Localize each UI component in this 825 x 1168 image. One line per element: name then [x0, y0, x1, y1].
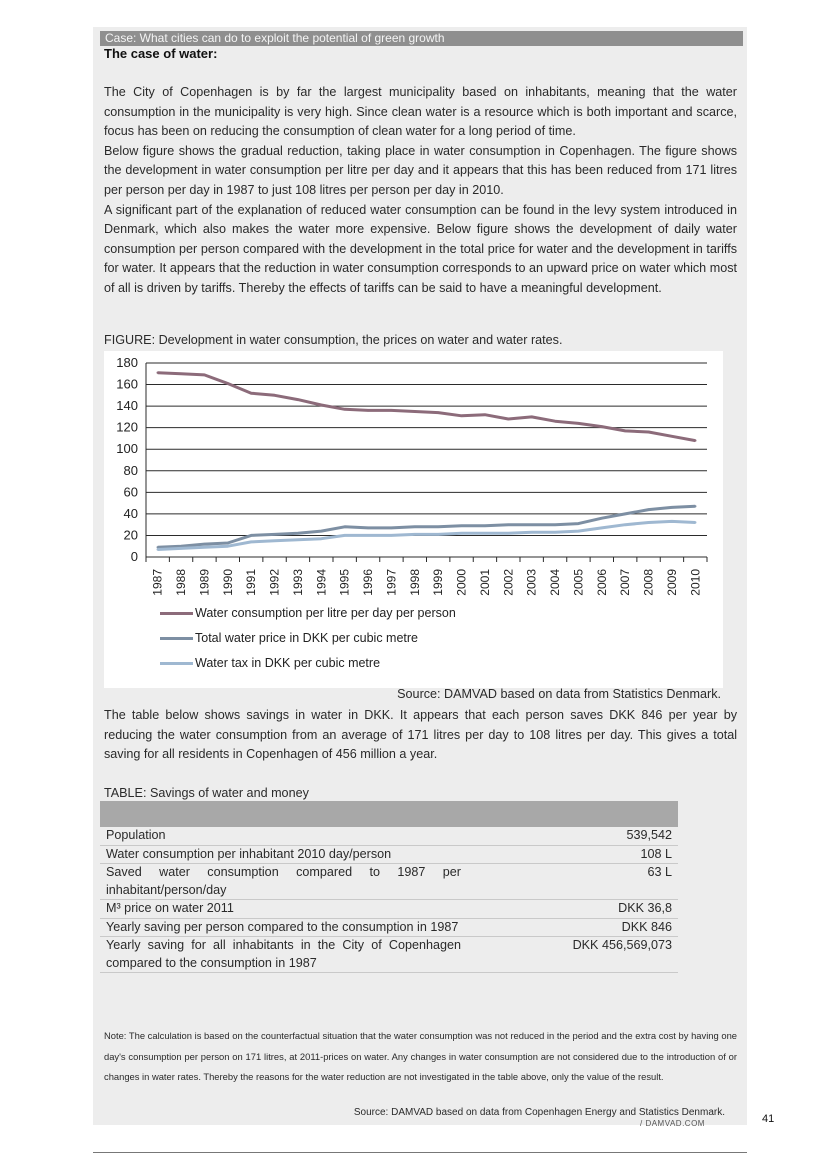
- series-1-point: [624, 430, 626, 432]
- table-row: [100, 846, 678, 865]
- series-3-point: [437, 533, 439, 535]
- paragraph-3: A significant part of the explanation of reduced water consumption can be found in the levy system introduced in Denmark, which also makes the water more expensive. Below figure shows the development of daily water consumption per person compared with the development in the total price for water and the development in tariffs for water. It appears that the reduction in water consumption corresponds to an upward price on water which most of all is driven by tariffs. Thereby the effects of tariffs can be said to have a meaningful development.: [104, 202, 737, 295]
- series-2-point: [601, 517, 603, 519]
- table-caption: TABLE: Savings of water and money: [104, 786, 309, 800]
- series-1-point: [460, 415, 462, 417]
- y-tick-label: 40: [123, 505, 138, 521]
- series-2-point: [250, 534, 252, 536]
- series-1-point: [203, 374, 205, 376]
- table-cell-label: Population: [106, 828, 166, 842]
- x-tick-label: 2008: [641, 569, 656, 596]
- x-tick-label: 1988: [174, 569, 189, 596]
- savings-table: [100, 801, 678, 973]
- series-2-point: [531, 524, 533, 526]
- series-3-point: [320, 538, 322, 540]
- series-1-point: [647, 431, 649, 433]
- series-1-point: [601, 425, 603, 427]
- page-number: 41: [762, 1113, 775, 1125]
- x-tick-label: 1991: [244, 569, 259, 596]
- table-row: [100, 919, 678, 938]
- series-3-point: [297, 539, 299, 541]
- table-cell-label: M³ price on water 2011: [106, 901, 234, 915]
- series-1-point: [577, 422, 579, 424]
- x-tick-label: 2007: [618, 569, 633, 596]
- series-2-point: [297, 532, 299, 534]
- legend-label-water-tax: Water tax in DKK per cubic metre: [195, 656, 381, 670]
- table-row: [100, 864, 678, 900]
- series-1-point: [554, 420, 556, 422]
- figure-source: Source: DAMVAD based on data from Statistics Denmark.: [397, 687, 721, 701]
- series-2-point: [647, 508, 649, 510]
- y-tick-label: 140: [116, 398, 138, 414]
- table-row: [100, 827, 678, 846]
- x-tick-label: 2005: [571, 569, 586, 596]
- series-1-point: [694, 439, 696, 441]
- series-3-point: [577, 530, 579, 532]
- series-2-point: [671, 506, 673, 508]
- savings-text: [104, 706, 737, 765]
- series-line-1: [158, 373, 696, 441]
- series-2-point: [227, 542, 229, 544]
- series-3-point: [180, 547, 182, 549]
- x-tick-label: 2010: [688, 569, 703, 596]
- series-3-point: [647, 521, 649, 523]
- legend-swatch-water-tax: [160, 662, 193, 665]
- series-3-point: [414, 533, 416, 535]
- series-3-point: [507, 532, 509, 534]
- series-3-point: [390, 534, 392, 536]
- x-tick-label: 1989: [197, 569, 212, 596]
- series-2-point: [320, 530, 322, 532]
- table-cell-label: Yearly saving per person compared to the consumption in 1987: [106, 919, 459, 934]
- series-3-point: [601, 527, 603, 529]
- series-2-point: [484, 525, 486, 527]
- series-3-point: [250, 541, 252, 543]
- series-1-point: [344, 408, 346, 410]
- y-tick-label: 0: [130, 549, 138, 564]
- series-2-point: [203, 543, 205, 545]
- series-1-point: [250, 392, 252, 394]
- x-tick-label: 2001: [477, 569, 492, 596]
- series-1-point: [297, 398, 299, 400]
- series-1-point: [671, 435, 673, 437]
- figure-caption: FIGURE: Development in water consumption, the prices on water and water rates.: [104, 333, 563, 347]
- series-2-point: [390, 527, 392, 529]
- series-3-point: [694, 521, 696, 523]
- table-note: [104, 1026, 737, 1088]
- footer-divider: [93, 1152, 747, 1153]
- series-1-point: [507, 418, 509, 420]
- series-2-point: [577, 522, 579, 524]
- table-row: [100, 937, 678, 973]
- y-tick-label: 120: [116, 419, 138, 435]
- table-cell-value: 63 L: [647, 865, 672, 879]
- table-cell-label: Saved water consumption compared to 1987 per inhabitant/person/day: [106, 865, 461, 897]
- legend-swatch-consumption: [160, 612, 193, 615]
- x-tick-label: 1992: [267, 569, 282, 596]
- series-2-point: [624, 513, 626, 515]
- x-tick-label: 1998: [407, 569, 422, 596]
- series-2-point: [344, 526, 346, 528]
- series-1-point: [390, 409, 392, 411]
- table-cell-value: 539,542: [626, 828, 672, 842]
- series-1-point: [320, 404, 322, 406]
- series-3-point: [203, 546, 205, 548]
- series-1-point: [437, 411, 439, 413]
- table-row: [100, 900, 678, 919]
- legend-label-consumption: Water consumption per litre per day per person: [195, 606, 456, 620]
- table-cell-value: DKK 846: [621, 919, 672, 934]
- series-2-point: [273, 533, 275, 535]
- series-1-point: [180, 373, 182, 375]
- table-source: Source: DAMVAD based on data from Copenhagen Energy and Statistics Denmark.: [353, 1107, 725, 1118]
- intro-text: [104, 83, 737, 299]
- x-tick-label: 2009: [664, 569, 679, 596]
- x-tick-label: 1993: [290, 569, 305, 596]
- section-heading: The case of water:: [104, 46, 218, 61]
- series-3-point: [344, 534, 346, 536]
- series-3-point: [671, 520, 673, 522]
- series-1-point: [367, 409, 369, 411]
- paragraph-2: Below figure shows the gradual reduction, taking place in water consumption in Copenhagen. The figure shows the development in water consumption per litre per day and it appears that this has been reduced from 171 litres per person per day in 1987 to just 108 litres per person per day in 2010.: [104, 143, 737, 197]
- series-3-point: [484, 532, 486, 534]
- series-2-point: [367, 527, 369, 529]
- table-cell-value: 108 L: [640, 846, 672, 861]
- y-tick-label: 100: [116, 441, 138, 457]
- table-cell-value: DKK 456,569,073: [572, 938, 672, 952]
- series-2-point: [460, 525, 462, 527]
- table-cell-value: DKK 36,8: [618, 901, 672, 915]
- savings-paragraph: The table below shows savings in water in DKK. It appears that each person saves DKK 846 per year by reducing the water consumption from an average of 171 litres per day to 108 litres per day. This gives a total saving for all residents in Copenhagen of 456 million a year.: [104, 708, 737, 762]
- legend-label-total-price: Total water price in DKK per cubic metre: [195, 631, 419, 645]
- x-tick-label: 1997: [384, 569, 399, 596]
- y-tick-label: 60: [123, 484, 138, 500]
- series-3-point: [273, 540, 275, 542]
- x-tick-label: 1995: [337, 569, 352, 596]
- x-tick-label: 1996: [361, 569, 376, 596]
- series-1-point: [484, 414, 486, 416]
- x-tick-label: 2000: [454, 569, 469, 596]
- x-tick-label: 2002: [501, 569, 516, 596]
- x-tick-label: 1999: [431, 569, 446, 596]
- series-2-point: [414, 526, 416, 528]
- series-1-point: [531, 416, 533, 418]
- series-1-point: [273, 394, 275, 396]
- y-tick-label: 180: [116, 355, 138, 370]
- series-3-point: [624, 524, 626, 526]
- paragraph-1: The City of Copenhagen is by far the largest municipality based on inhabitants, meaning that the water consumption in the municipality is very high. Since clean water is a resource which is both important and scarce, focus has been on reducing the consumption of clean water for a long period of time.: [104, 85, 737, 139]
- x-tick-label: 2004: [548, 569, 563, 596]
- series-1-point: [227, 382, 229, 384]
- y-tick-label: 80: [123, 462, 138, 478]
- x-tick-label: 2006: [594, 569, 609, 596]
- series-2-point: [694, 505, 696, 507]
- table-cell-label: Water consumption per inhabitant 2010 day/person: [106, 846, 392, 861]
- series-1-point: [414, 410, 416, 412]
- y-tick-label: 20: [123, 527, 138, 543]
- series-3-point: [460, 532, 462, 534]
- x-tick-label: 1987: [150, 569, 165, 596]
- series-2-point: [507, 524, 509, 526]
- series-1-point: [157, 372, 159, 374]
- legend-swatch-total-price: [160, 637, 193, 640]
- table-header-bar: [100, 801, 678, 827]
- series-2-point: [554, 524, 556, 526]
- series-3-point: [157, 548, 159, 550]
- series-3-point: [531, 531, 533, 533]
- case-title-bar: Case: What cities can do to exploit the potential of green growth: [100, 31, 743, 46]
- x-tick-label: 1990: [220, 569, 235, 596]
- table-cell-label: Yearly saving for all inhabitants in the City of Copenhagen compared to the consumption in 1987: [106, 938, 461, 970]
- series-3-point: [554, 531, 556, 533]
- x-tick-label: 2003: [524, 569, 539, 596]
- series-3-point: [227, 545, 229, 547]
- x-tick-label: 1994: [314, 569, 329, 596]
- footer-brand: / DAMVAD.COM: [640, 1119, 705, 1128]
- series-3-point: [367, 534, 369, 536]
- series-2-point: [437, 526, 439, 528]
- y-tick-label: 160: [116, 376, 138, 392]
- note-text: Note: The calculation is based on the counterfactual situation that the water consumption was not reduced in the period and the extra cost by having one day's consumption per person on 171 litres, at 2011-prices on water. Any changes in water consumption are not considered due to the introduction of or changes in water rates. Thereby the reasons for the water reduction are not investigated in the table above, only the value of the result.: [104, 1030, 737, 1082]
